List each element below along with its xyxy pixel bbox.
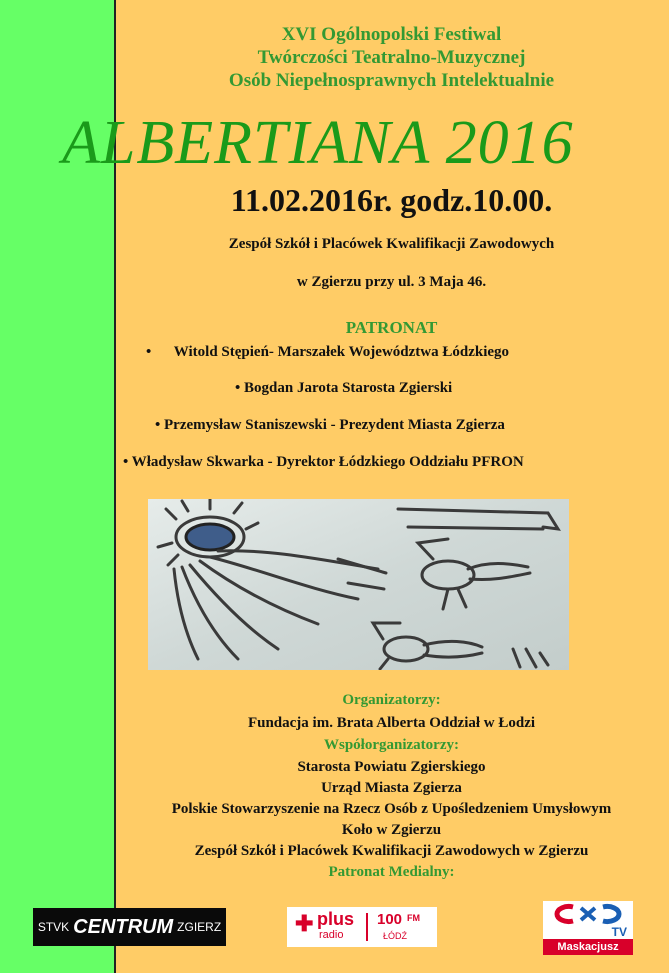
zgierz-text: ZGIERZ — [177, 920, 222, 934]
artwork-image — [148, 499, 569, 670]
co-organizers-heading: Współorganizatorzy: — [324, 737, 459, 753]
patronat-heading: PATRONAT — [345, 318, 438, 337]
stvk-centrum-logo — [33, 908, 226, 946]
tv-emblem-icon — [551, 903, 625, 925]
patronat-item-label: Bogdan Jarota Starosta Zgierski — [244, 380, 453, 396]
stvk-text: STVK — [37, 920, 70, 934]
tv-maskacjusz-logo — [543, 901, 633, 955]
co-organizer: Urząd Miasta Zgierza — [321, 780, 462, 796]
patronat-item: • Władysław Skwarka - Dyrektor Łódzkiego Oddziału PFRON — [123, 454, 524, 470]
maskacjusz-text: Maskacjusz — [543, 939, 633, 955]
organizer-name: Fundacja im. Brata Alberta Oddział w Łodzi — [247, 715, 536, 731]
patronat-item-label: Przemysław Staniszewski - Prezydent Miasta Zgierza — [164, 417, 505, 433]
radio-text: radio — [319, 929, 344, 941]
event-date: 11.02.2016r. godz.10.00. — [230, 182, 553, 218]
patronat-item-label: Władysław Skwarka - Dyrektor Łódzkiego Oddziału PFRON — [131, 454, 524, 470]
co-organizer: Zespół Szkół i Placówek Kwalifikacji Zawodowych w Zgierzu — [194, 843, 589, 859]
venue-line-1: Zespół Szkół i Placówek Kwalifikacji Zawodowych — [228, 236, 555, 252]
plus-radio-logo: ✚ plus radio 100 FM ŁÓDŹ — [287, 907, 437, 947]
header-line-1: XVI Ogólnopolski Festiwal — [281, 24, 502, 45]
patronat-item: • Bogdan Jarota Starosta Zgierski — [235, 380, 453, 396]
organizers-heading: Organizatorzy: — [342, 692, 441, 708]
centrum-text: CENTRUM — [73, 915, 174, 938]
festival-title: ALBERTIANA 2016 — [62, 109, 574, 177]
header-line-2: Twórczości Teatralno-Muzycznej — [257, 47, 526, 68]
co-organizer: Polskie Stowarzyszenie na Rzecz Osób z Upośledzeniem Umysłowym — [171, 801, 612, 817]
co-organizer: Starosta Powiatu Zgierskiego — [297, 759, 486, 775]
header-line-3: Osób Niepełnosprawnych Intelektualnie — [228, 70, 555, 91]
media-patronage-heading: Patronat Medialny: — [328, 864, 455, 880]
co-organizer: Koło w Zgierzu — [341, 822, 442, 838]
divider — [366, 913, 368, 941]
plus-text: plus — [317, 909, 355, 929]
patronat-item-label: Witold Stępień- Marszałek Województwa Łódzkiego — [173, 344, 510, 360]
freq-text: 100 — [377, 911, 403, 928]
patronat-item: • Witold Stępień- Marszałek Województwa Łódzkiego — [146, 344, 510, 360]
fm-text: FM — [407, 913, 420, 923]
patronat-item: • Przemysław Staniszewski - Prezydent Miasta Zgierza — [155, 417, 505, 433]
city-text: ŁÓDŹ — [383, 931, 408, 941]
tv-text: TV — [611, 925, 627, 939]
venue-line-2: w Zgierzu przy ul. 3 Maja 46. — [296, 274, 487, 290]
